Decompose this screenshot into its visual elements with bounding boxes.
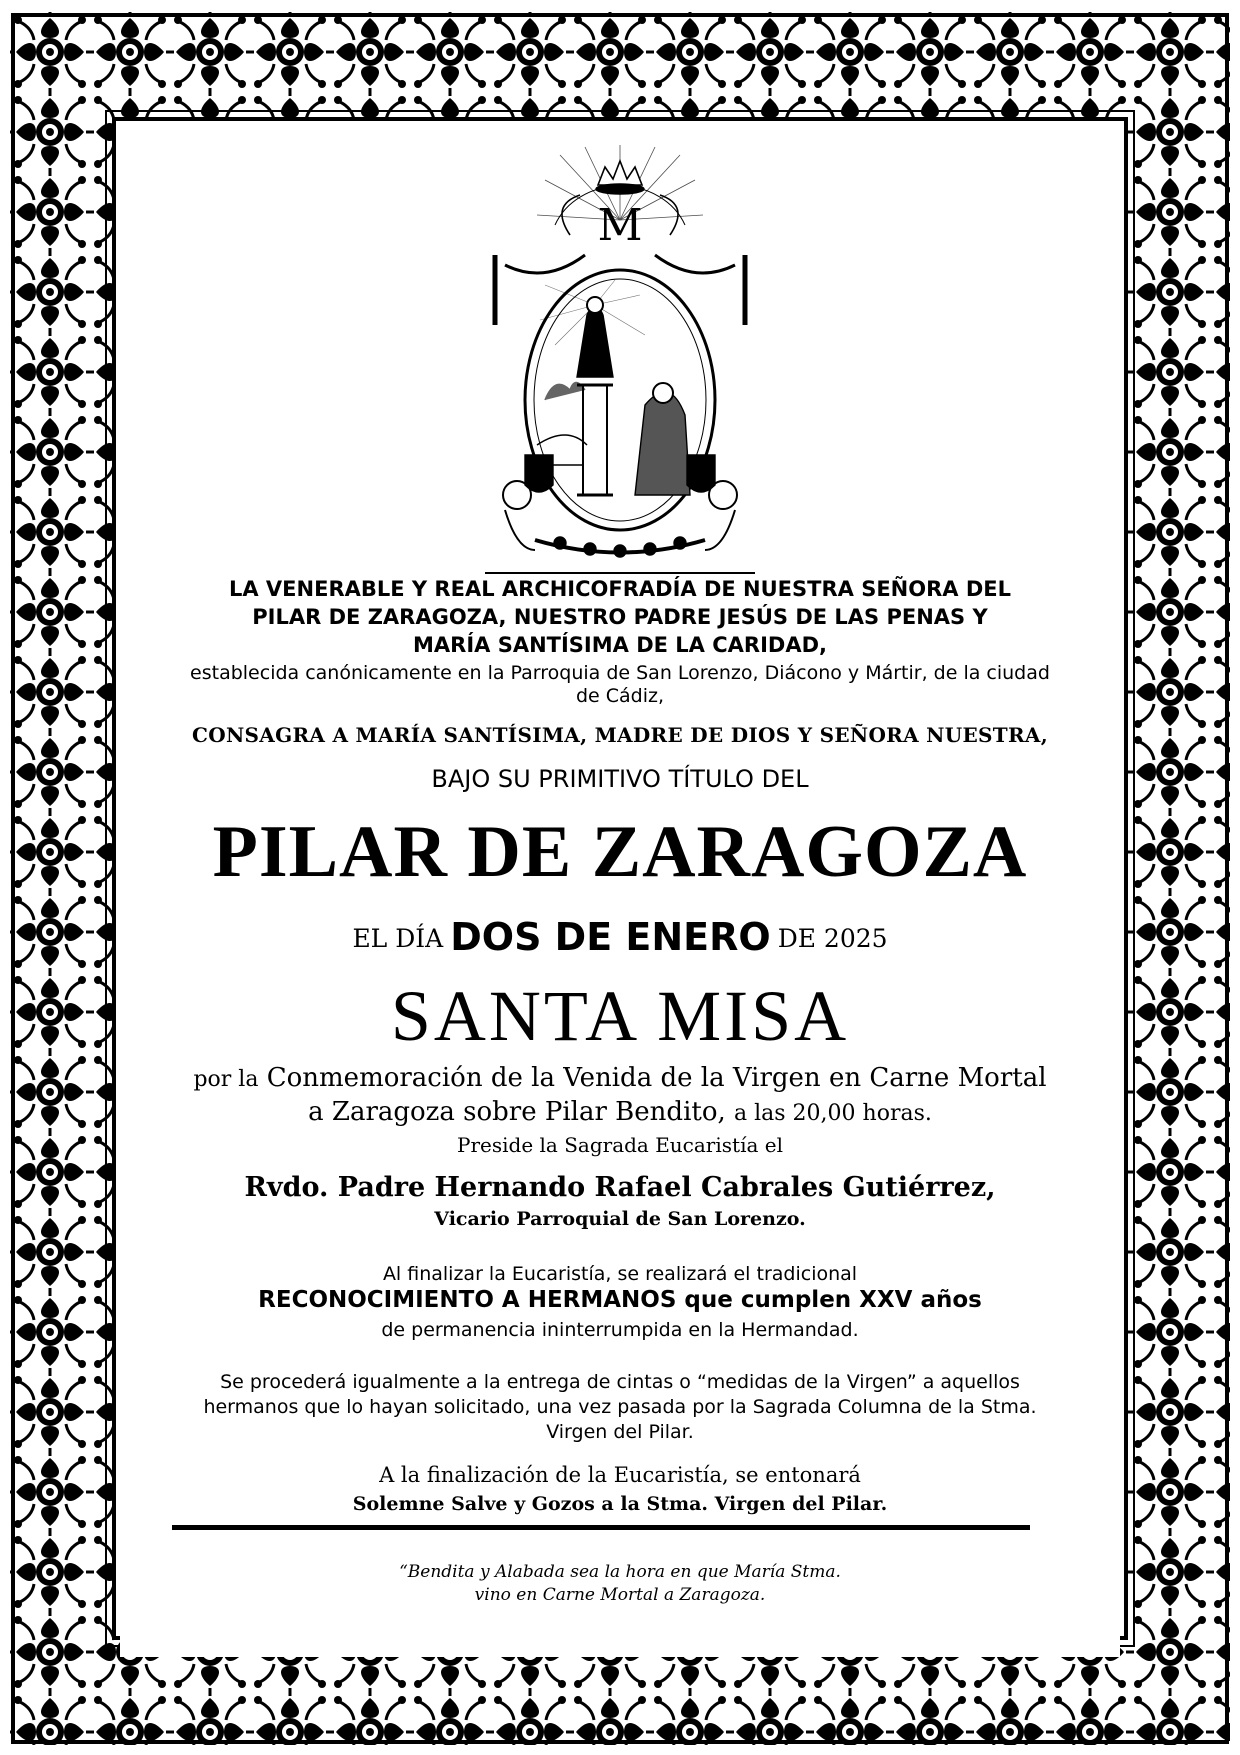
date-suffix: DE 2025 [777,924,888,953]
brotherhood-name [120,575,1120,659]
under-title-line: BAJO SU PRIMITIVO TÍTULO DEL [431,765,809,793]
recognition-highlight: RECONOCIMIENTO A HERMANOS que cumplen XXV años [258,1287,982,1313]
event-title: SANTA MISA [390,976,850,1056]
quote-line: vino en Carne Mortal a Zaragoza. [474,1585,766,1605]
celebrant-name: Rvdo. Padre Hernando Rafael Cabrales Gutiérrez, [244,1172,996,1203]
brotherhood-name-line: PILAR DE ZARAGOZA, NUESTRO PADRE JESÚS DE LAS PENAS Y [252,605,988,629]
presides-label: Preside la Sagrada Eucaristía el [457,1133,783,1157]
closing-quote [120,1561,1120,1607]
brotherhood-name-line: MARÍA SANTÍSIMA DE LA CARIDAD, [413,633,827,657]
event-date [120,915,1120,963]
consecration-line: CONSAGRA A MARÍA SANTÍSIMA, MADRE DE DIOS Y SEÑORA NUESTRA, [192,723,1048,747]
commemoration-text [120,1062,1120,1130]
date-day: DOS DE ENERO [450,915,771,959]
date-prefix: EL DÍA [352,924,444,953]
divider-rule [172,1525,1030,1530]
commemoration-body: Conmemoración de la Venida de la Virgen en Carne Mortal a Zaragoza sobre Pilar Bendito, [266,1063,1047,1127]
quote-line: “Bendita y Alabada sea la hora en que María Stma. [399,1562,841,1582]
virgen-del-pilar-emblem [465,145,775,575]
celebrant-role: Vicario Parroquial de San Lorenzo. [434,1208,806,1230]
svg-text:M: M [597,200,643,251]
closing-intro: A la finalización de la Eucaristía, se entonará [379,1463,861,1487]
ribbons-text: Se procederá igualmente a la entrega de cintas o “medidas de la Virgen” a aquellos hermanos que lo hayan solicitado, una vez pasada por la Sagrada Columna de la Stma. Virgen del Pilar. [203,1371,1037,1443]
event-time: a las 20,00 horas. [734,1101,932,1126]
closing-highlight: Solemne Salve y Gozos a la Stma. Virgen del Pilar. [352,1493,888,1515]
recognition-detail: de permanencia ininterrumpida en la Hermandad. [381,1319,859,1341]
main-title: PILAR DE ZARAGOZA [212,811,1028,893]
commemoration-lead: por la [193,1067,259,1092]
recognition-intro: Al finalizar la Eucaristía, se realizará el tradicional [382,1263,858,1285]
establishment-text: establecida canónicamente en la Parroquia de San Lorenzo, Diácono y Mártir, de la ciudad de Cádiz, [190,662,1050,707]
notice-page [120,125,1120,1657]
brotherhood-name-line: LA VENERABLE Y REAL ARCHICOFRADÍA DE NUESTRA SEÑORA DEL [228,577,1011,601]
marian-emblem-icon [465,145,775,575]
